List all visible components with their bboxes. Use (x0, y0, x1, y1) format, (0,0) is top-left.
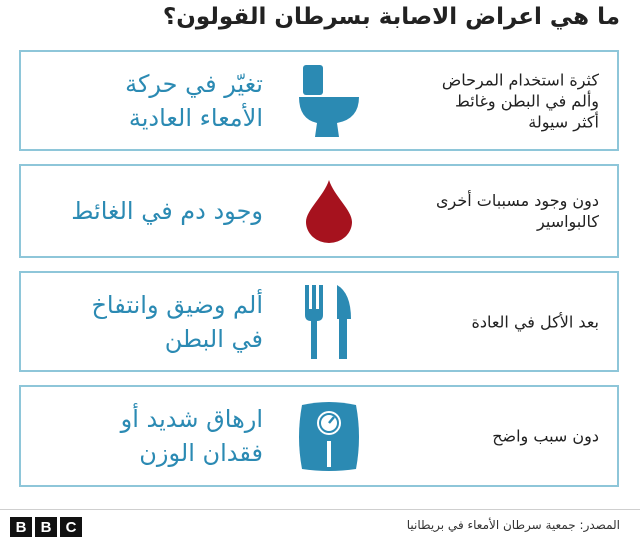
symptom-card-abdominal-pain (19, 271, 619, 372)
source-credit: المصدر: جمعية سرطان الأمعاء في بريطانيا (406, 518, 620, 532)
blood-drop-icon (289, 171, 369, 251)
symptom-title-line: ألم وضيق وانتفاخ (91, 290, 263, 319)
detail-line: بعد الأكل في العادة (471, 312, 599, 331)
symptom-detail (374, 190, 599, 232)
toilet-icon (289, 61, 369, 141)
page-title: ما هي اعراض الاصابة بسرطان القولون؟ (162, 4, 620, 30)
symptom-title-line: في البطن (164, 324, 263, 353)
symptom-title-line: فقدان الوزن (139, 439, 263, 467)
symptom-title (41, 402, 263, 470)
bbc-logo-letter: C (60, 517, 82, 537)
symptom-title (41, 288, 263, 356)
bbc-logo-letter: B (10, 517, 32, 537)
symptom-title-line: ارهاق شديد أو (120, 405, 263, 433)
footer-divider (0, 509, 640, 510)
bbc-logo (10, 517, 82, 537)
symptom-card-bowel-habit (19, 50, 619, 151)
symptom-detail (374, 69, 599, 132)
symptom-detail (374, 311, 599, 332)
symptom-card-blood-in-stool (19, 164, 619, 258)
detail-line: دون وجود مسببات أخرى (436, 191, 599, 210)
symptom-title (41, 194, 263, 228)
detail-line: أكثر سيولة (528, 112, 599, 131)
detail-line: دون سبب واضح (492, 426, 599, 446)
bbc-logo-letter: B (35, 517, 57, 537)
symptom-title (41, 67, 263, 135)
symptom-card-fatigue-weight-loss (19, 385, 619, 487)
detail-line: وألم في البطن وغائط (455, 91, 599, 110)
fork-knife-icon (289, 282, 369, 362)
weighing-scale-icon (289, 396, 369, 476)
symptom-title-line: الأمعاء العادية (128, 103, 263, 132)
detail-line: كالبواسير (537, 212, 599, 231)
symptom-title-line: تغيّر في حركة (125, 69, 263, 98)
symptom-detail (374, 426, 599, 447)
symptom-title-line: وجود دم في الغائط (71, 197, 263, 225)
detail-line: كثرة استخدام المرحاض (441, 70, 599, 89)
